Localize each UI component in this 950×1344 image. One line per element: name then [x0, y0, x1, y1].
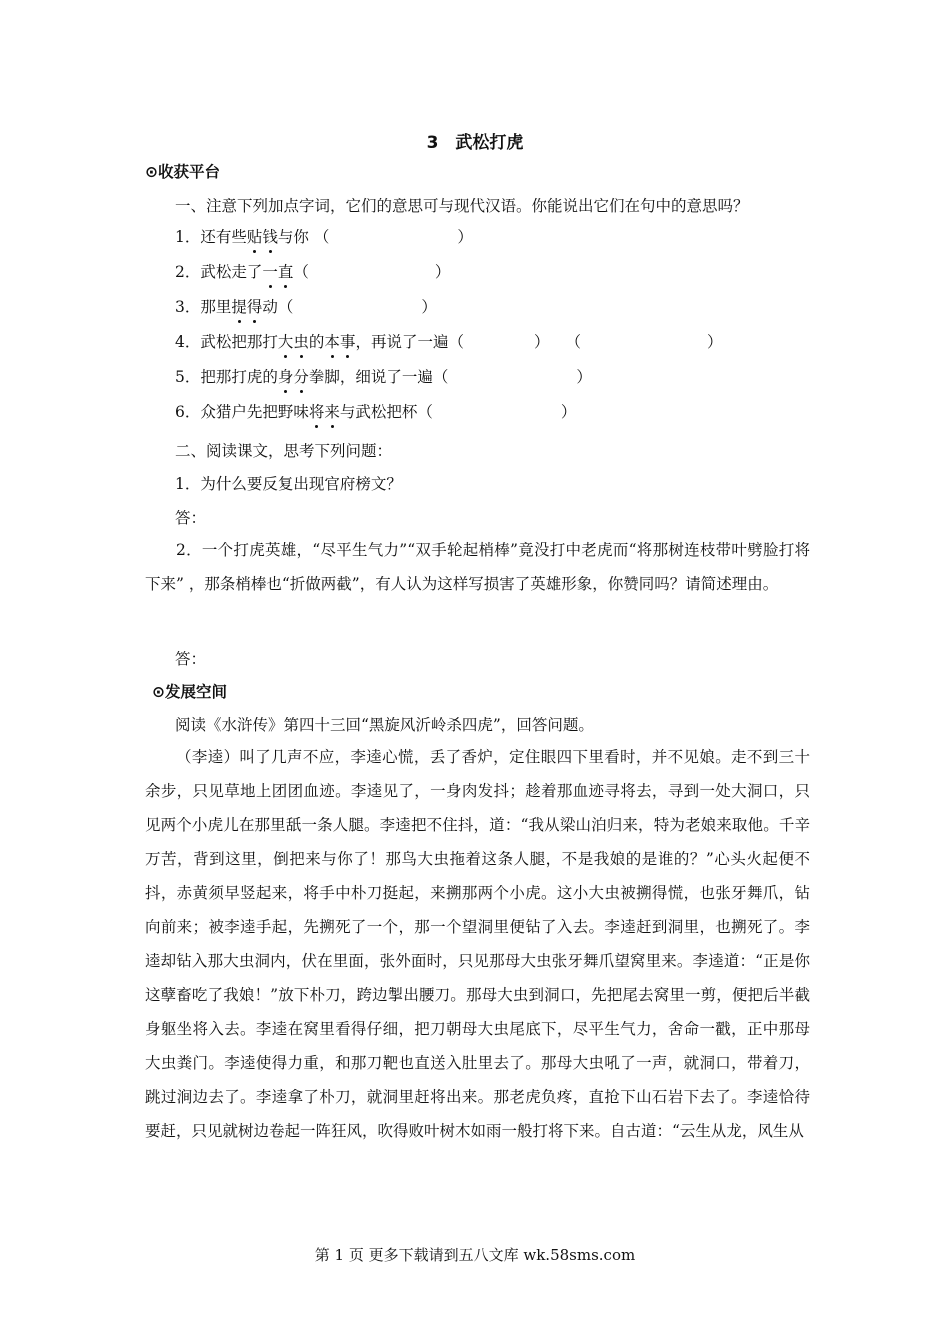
page-footer: 第 1 页 更多下载请到五八文库 wk.58sms.com: [314, 1246, 636, 1264]
question-2-intro: 二、阅读课文，思考下列问题：: [175, 442, 393, 460]
page-title: 3 武松打虎: [426, 133, 524, 153]
question-2-item-2: 2．一个打虎英雄，“尽平生气力”“双手轮起梢棒”竟没打中老虎而“将那树连枝带叶劈脸打将下来” ，那条梢棒也“折做两截”，有人认为这样写损害了英雄形象，你赞同吗？请简述理由。: [145, 541, 810, 593]
question-2-item-1: 1．为什么要反复出现官府榜文？: [175, 475, 402, 493]
question-1-item-3: 3．那里提得动（ ）: [175, 298, 437, 316]
question-1-item-5: 5．把那打虎的身分拳脚，细说了一遍（ ）: [175, 368, 592, 386]
question-1-item-2: 2．武松走了一直（ ）: [175, 263, 451, 281]
reading-intro: 阅读《水浒传》第四十三回“黑旋风沂岭杀四虎”，回答问题。: [175, 716, 594, 734]
question-1-intro: 一、注意下列加点字词，它们的意思可与现代汉语。你能说出它们在句中的意思吗？: [175, 197, 749, 215]
question-1-item-6: 6．众猎户先把野味将来与武松把杯（ ）: [175, 403, 577, 421]
answer-label-1: 答：: [175, 509, 207, 527]
reading-passage: （李逵）叫了几声不应，李逵心慌，丢了香炉，定住眼四下里看时，并不见娘。走不到三十余步，只见草地上团团血迹。李逵见了，一身肉发抖；趁着那血迹寻将去，寻到一处大洞口，只见两个小虎儿在那里舐一条人腿。李逵把不住抖，道：“我从梁山泊归来，特为老娘来取他。千辛万苦，背到这里，倒把来与你了！那鸟大虫拖着这条人腿，不是我娘的是谁的？”心头火起便不抖，赤黄须早竖起来，将手中朴刀挺起，来搠那两个小虎。这小大虫被搠得慌，也张牙舞爪，钻向前来；被李逵手起，先搠死了一个，那一个望洞里便钻了入去。李逵赶到洞里，也搠死了。李逵却钻入那大虫洞内，伏在里面，张外面时，只见那母大虫张牙舞爪望窝里来。李逵道：“正是你这孽畜吃了我娘！”放下朴刀，跨边掣出腰刀。那母大虫到洞口，先把尾去窝里一剪，便把后半截身躯坐将入去。李逵在窝里看得仔细，把刀朝母大虫尾底下，尽平生气力，舍命一戳，正中那母大虫粪门。李逵使得力重，和那刀靶也直送入肚里去了。那母大虫吼了一声，就洞口，带着刀，跳过涧边去了。李逵拿了朴刀，就洞里赶将出来。那老虎负疼，直抢下山石岩下去了。李逵恰待要赶，只见就树边卷起一阵狂风，吹得败叶树木如雨一般打将下来。自古道：“云生从龙，风生从: [145, 748, 810, 1140]
question-1-item-4: 4．武松把那打大虫的本事，再说了一遍（ ） （ ）: [175, 333, 723, 351]
answer-label-2: 答：: [175, 650, 207, 668]
section-heading-development: ⊙发展空间: [152, 683, 227, 701]
section-heading-harvest: ⊙收获平台: [145, 163, 220, 181]
question-1-item-1: 1．还有些贴钱与你 （ ）: [175, 228, 473, 246]
